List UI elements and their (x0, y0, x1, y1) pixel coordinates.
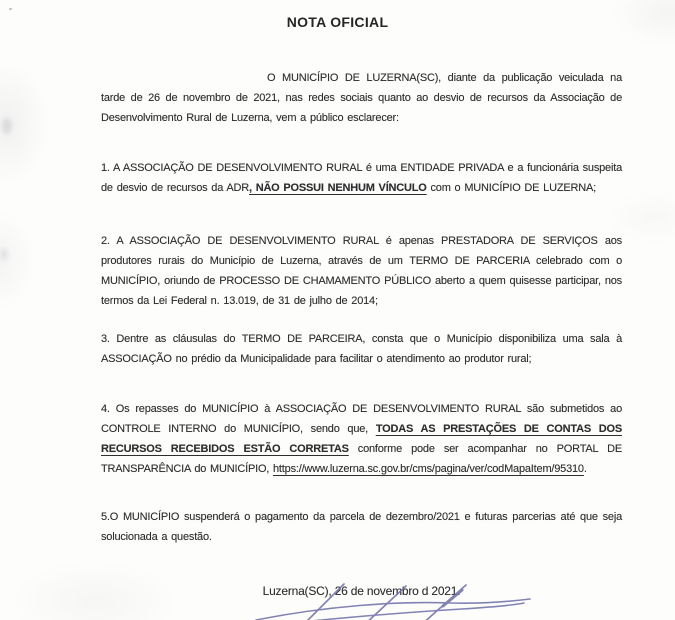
text-run: com o MUNICÍPIO DE LUZERNA; (426, 182, 596, 194)
signature-stroke (256, 599, 530, 620)
text-run: . (583, 463, 587, 475)
text-run: 1. A ASSOCIAÇÃO DE DESENVOLVIMENTO RURAL é uma ENTIDADE PRIVADA e a funcionária suspeita de desvio de recursos da ADR (101, 162, 622, 194)
text-run: 4. Os repasses do MUNICÍPIO à ASSOCIAÇÃO DE DESENVOLVIMENTO RURAL são submetidos ao CONTROLE INTERNO do MUNICÍPIO, sendo que, (101, 403, 622, 435)
paragraph-item-5 (101, 507, 622, 547)
scan-smudge (0, 248, 8, 260)
emphasis-no-vinculo: , NÃO POSSUI NENHUM VÍNCULO (248, 182, 427, 194)
paragraph-item-1 (101, 158, 622, 198)
paragraph-item-2 (101, 231, 622, 311)
signature-stroke (262, 603, 524, 620)
text-run: 3. Dentre as cláusulas do TERMO DE PARCEIRA, consta que o Município disponibiliza uma sala à ASSOCIAÇÃO no prédio da Municipalidade para facilitar o atendimento ao produtor rural; (101, 333, 622, 365)
scan-smudge (2, 118, 12, 134)
paragraph-item-3 (101, 329, 622, 369)
text-run: 5.O MUNICÍPIO suspenderá o pagamento da parcela de dezembro/2021 e futuras parcerias até que seja solucionada a questão. (101, 511, 622, 543)
emphasis-prestacoes-corretas: TODAS AS PRESTAÇÕES DE CONTAS DOS RECURSOS RECEBIDOS ESTÃO CORRETAS (101, 423, 622, 455)
scan-speck (9, 8, 12, 10)
text-run: conforme pode ser acompanhar no PORTAL DE TRANSPARÊNCIA do MUNICÍPIO, (101, 443, 622, 475)
portal-url: https://www.luzerna.sc.gov.br/cms/pagina/ver/codMapaItem/95310 (273, 463, 584, 475)
document-title: NOTA OFICIAL (286, 14, 389, 30)
text-run: 2. A ASSOCIAÇÃO DE DESENVOLVIMENTO RURAL é apenas PRESTADORA DE SERVIÇOS aos produtores rurais do Município de Luzerna, através de um TERMO DE PARCERIA celebrado com o MUNICÍPIO, oriundo de PROCESSO DE CHAMAMENTO PÚBLICO aberto a quem quisesse participar, nos termos da Lei Federal n. 13.019, de 31 de julho de 2014; (101, 235, 622, 307)
dateline: Luzerna(SC), 26 de novembro d 2021. (262, 584, 461, 598)
paragraph-item-4 (101, 399, 622, 479)
text-run: O MUNICÍPIO DE LUZERNA(SC), diante da publicação veiculada na tarde de 26 de novembro de 2021, nas redes sociais quanto ao desvio de recursos da Associação de Desenvolvimento Rural de Luzerna, vem a público esclarecer: (101, 72, 622, 124)
paragraph-intro (101, 68, 622, 128)
